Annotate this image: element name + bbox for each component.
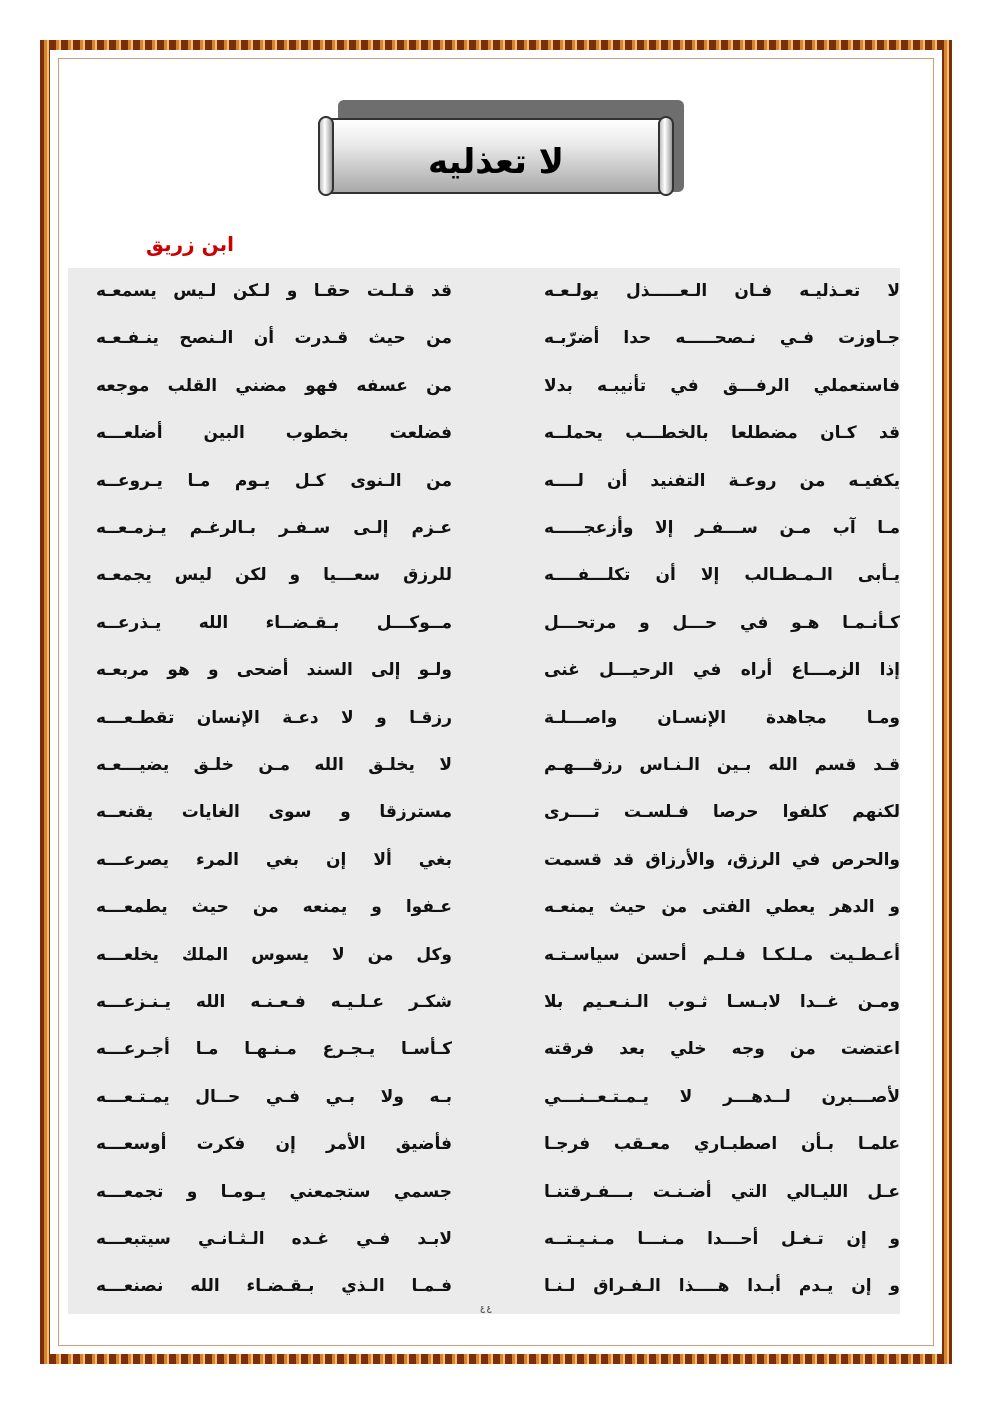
verse-second-hemistich: للرزق سعـــيا و لكن ليس يجمعـه (96, 565, 452, 586)
verse-second-hemistich: جسمي ستجمعني يـومـا و تجمعـــه (96, 1181, 452, 1202)
verse-second-hemistich: قد قـلـت حقـا و لـكن لـيس يسمعـه (96, 281, 452, 301)
verse-first-hemistich: لكنهم كلفوا حرصا فـلسـت تــــرى (544, 802, 900, 823)
verse-row (68, 363, 900, 415)
verse-row (68, 458, 900, 510)
verse-row (68, 600, 900, 652)
verse-second-hemistich: بـه ولا بـي فـي حــال يمـتـعـــه (96, 1086, 452, 1107)
verse-row (68, 742, 900, 794)
verse-first-hemistich: يكفيـه من روعـة التفنيد أن لــــه (544, 470, 900, 491)
verse-row (68, 647, 900, 699)
verse-row (68, 1216, 900, 1268)
verse-second-hemistich: عـزم إلـى سـفـر بـالرغـم يـزمـعــه (96, 518, 452, 538)
poem-body (68, 268, 900, 1314)
verse-first-hemistich: لا تعـذليـه فـان الـعـــــذل يولـعـه (544, 281, 900, 301)
verse-row (68, 884, 900, 936)
verse-first-hemistich: كـأنـمـا هـو في حـــل و مرتحـــل (544, 612, 900, 633)
verse-row (68, 268, 900, 320)
verse-second-hemistich: فأضيق الأمر إن فكرت أوسعـــه (96, 1134, 452, 1155)
verse-second-hemistich: من عسفه فهو مضني القلب موجعه (96, 375, 452, 396)
scroll-body (330, 118, 662, 194)
verse-second-hemistich: كـأسـا يـجـرع مـنـهـا مـا أجـرعـــه (96, 1039, 452, 1060)
verse-first-hemistich: قد كـان مضطلعا بالخطـــب يحملــه (544, 423, 900, 444)
verse-first-hemistich: إذا الزمـــاع أراه في الرحيـــل غنى (544, 660, 900, 681)
verse-row (68, 932, 900, 984)
verse-first-hemistich: يـأبى الـمـطـالب إلا أن تكلـــفــــه (544, 565, 900, 586)
verse-row (68, 1121, 900, 1173)
verse-row (68, 837, 900, 889)
verse-second-hemistich: مسترزقا و سوى الغايات يقنعــه (96, 802, 452, 823)
verse-first-hemistich: و الدهر يعطي الفتى من حيث يمنعـه (544, 897, 900, 918)
verse-first-hemistich: و إن تـغـل أحـــدا مـنـــا مـنـيـتــه (544, 1229, 900, 1249)
verse-second-hemistich: عـفوا و يمنعه من حيث يطمعـــه (96, 897, 452, 918)
verse-second-hemistich: من حيث قـدرت أن الـنصح ينـفـعـه (96, 328, 452, 349)
verse-first-hemistich: قـد قسم الله بـين الـنـاس رزقـــهـم (544, 755, 900, 775)
verse-first-hemistich: علمـا بـأن اصطبـاري معـقب فرجـا (544, 1134, 900, 1155)
verse-row (68, 552, 900, 604)
verse-second-hemistich: لا يخلـق الله مـن خلـق يضيـــعـه (96, 755, 452, 775)
verse-first-hemistich: أعـطـيت مـلـكـا فـلـم أحسن سياسـتـه (544, 944, 900, 965)
title-banner (318, 110, 674, 202)
verse-first-hemistich: عـل الليـالي التي أضـنـت بـــفـرقتنـا (544, 1181, 900, 1202)
verse-second-hemistich: وكل من لا يسوس الملك يخلعـــه (96, 944, 452, 965)
verse-first-hemistich: ومـا مجاهدة الإنسـان واصـــلـة (544, 707, 900, 728)
poem-title: لا تعذليه (427, 142, 565, 182)
verse-row (68, 410, 900, 462)
verse-first-hemistich: و إن يـدم أبـدا هــــذا الـفـراق لـنـا (544, 1276, 900, 1297)
verse-first-hemistich: ومـن غــدا لابـسـا ثـوب الـنـعـيم بلا (544, 992, 900, 1012)
verse-first-hemistich: لأصـــبرن لــدهـــر لا يـمـتـعــنـــي (544, 1086, 900, 1107)
verse-first-hemistich: مـا آب مـن ســـفـر إلا وأزعجـــــه (544, 518, 900, 538)
verse-second-hemistich: من الـنوى كـل يـوم مـا يـروعــه (96, 470, 452, 491)
verse-second-hemistich: فضلعت بخطوب البين أضلعـــه (96, 423, 452, 444)
verse-second-hemistich: مــوكـــل بـقـضــاء الله يـذرعــه (96, 612, 452, 633)
verse-first-hemistich: فاستعملي الرفـــق في تأنيبـه بدلا (544, 375, 900, 396)
verse-second-hemistich: رزقـا و لا دعـة الإنسان تقطـعـــه (96, 707, 452, 728)
verse-second-hemistich: فـمـا الـذي بـقـضـاء الله نصنعـــه (96, 1276, 452, 1297)
page-number: ٤٤ (479, 1306, 493, 1316)
verse-second-hemistich: ولـو إلى السند أضحى و هو مربعـه (96, 660, 452, 681)
verse-row (68, 315, 900, 367)
verse-row (68, 979, 900, 1031)
verse-row (68, 1074, 900, 1126)
verse-row (68, 1169, 900, 1221)
verse-second-hemistich: بغي ألا إن بغي المرء يصرعـــه (96, 849, 452, 870)
verse-row (68, 505, 900, 557)
verse-first-hemistich: اعتضت من وجه خلي بعد فرقته (544, 1039, 900, 1060)
verse-second-hemistich: شكـر عـلـيـه فـعـنـه الله يـنـزعـــه (96, 992, 452, 1012)
verse-first-hemistich: والحرص في الرزق، والأرزاق قد قسمت (544, 849, 900, 870)
verse-first-hemistich: جـاوزت فـي نـصحـــــه حدا أضرّبـه (544, 328, 900, 349)
poem-author: ابن زريق (146, 232, 234, 256)
verse-second-hemistich: لابـد فـي غـده الـثـانـي سيتبعـــه (96, 1229, 452, 1249)
scroll-roll-left (318, 116, 334, 196)
verse-row (68, 695, 900, 747)
scroll-roll-right (658, 116, 674, 196)
verse-row (68, 1026, 900, 1078)
verse-row (68, 789, 900, 841)
